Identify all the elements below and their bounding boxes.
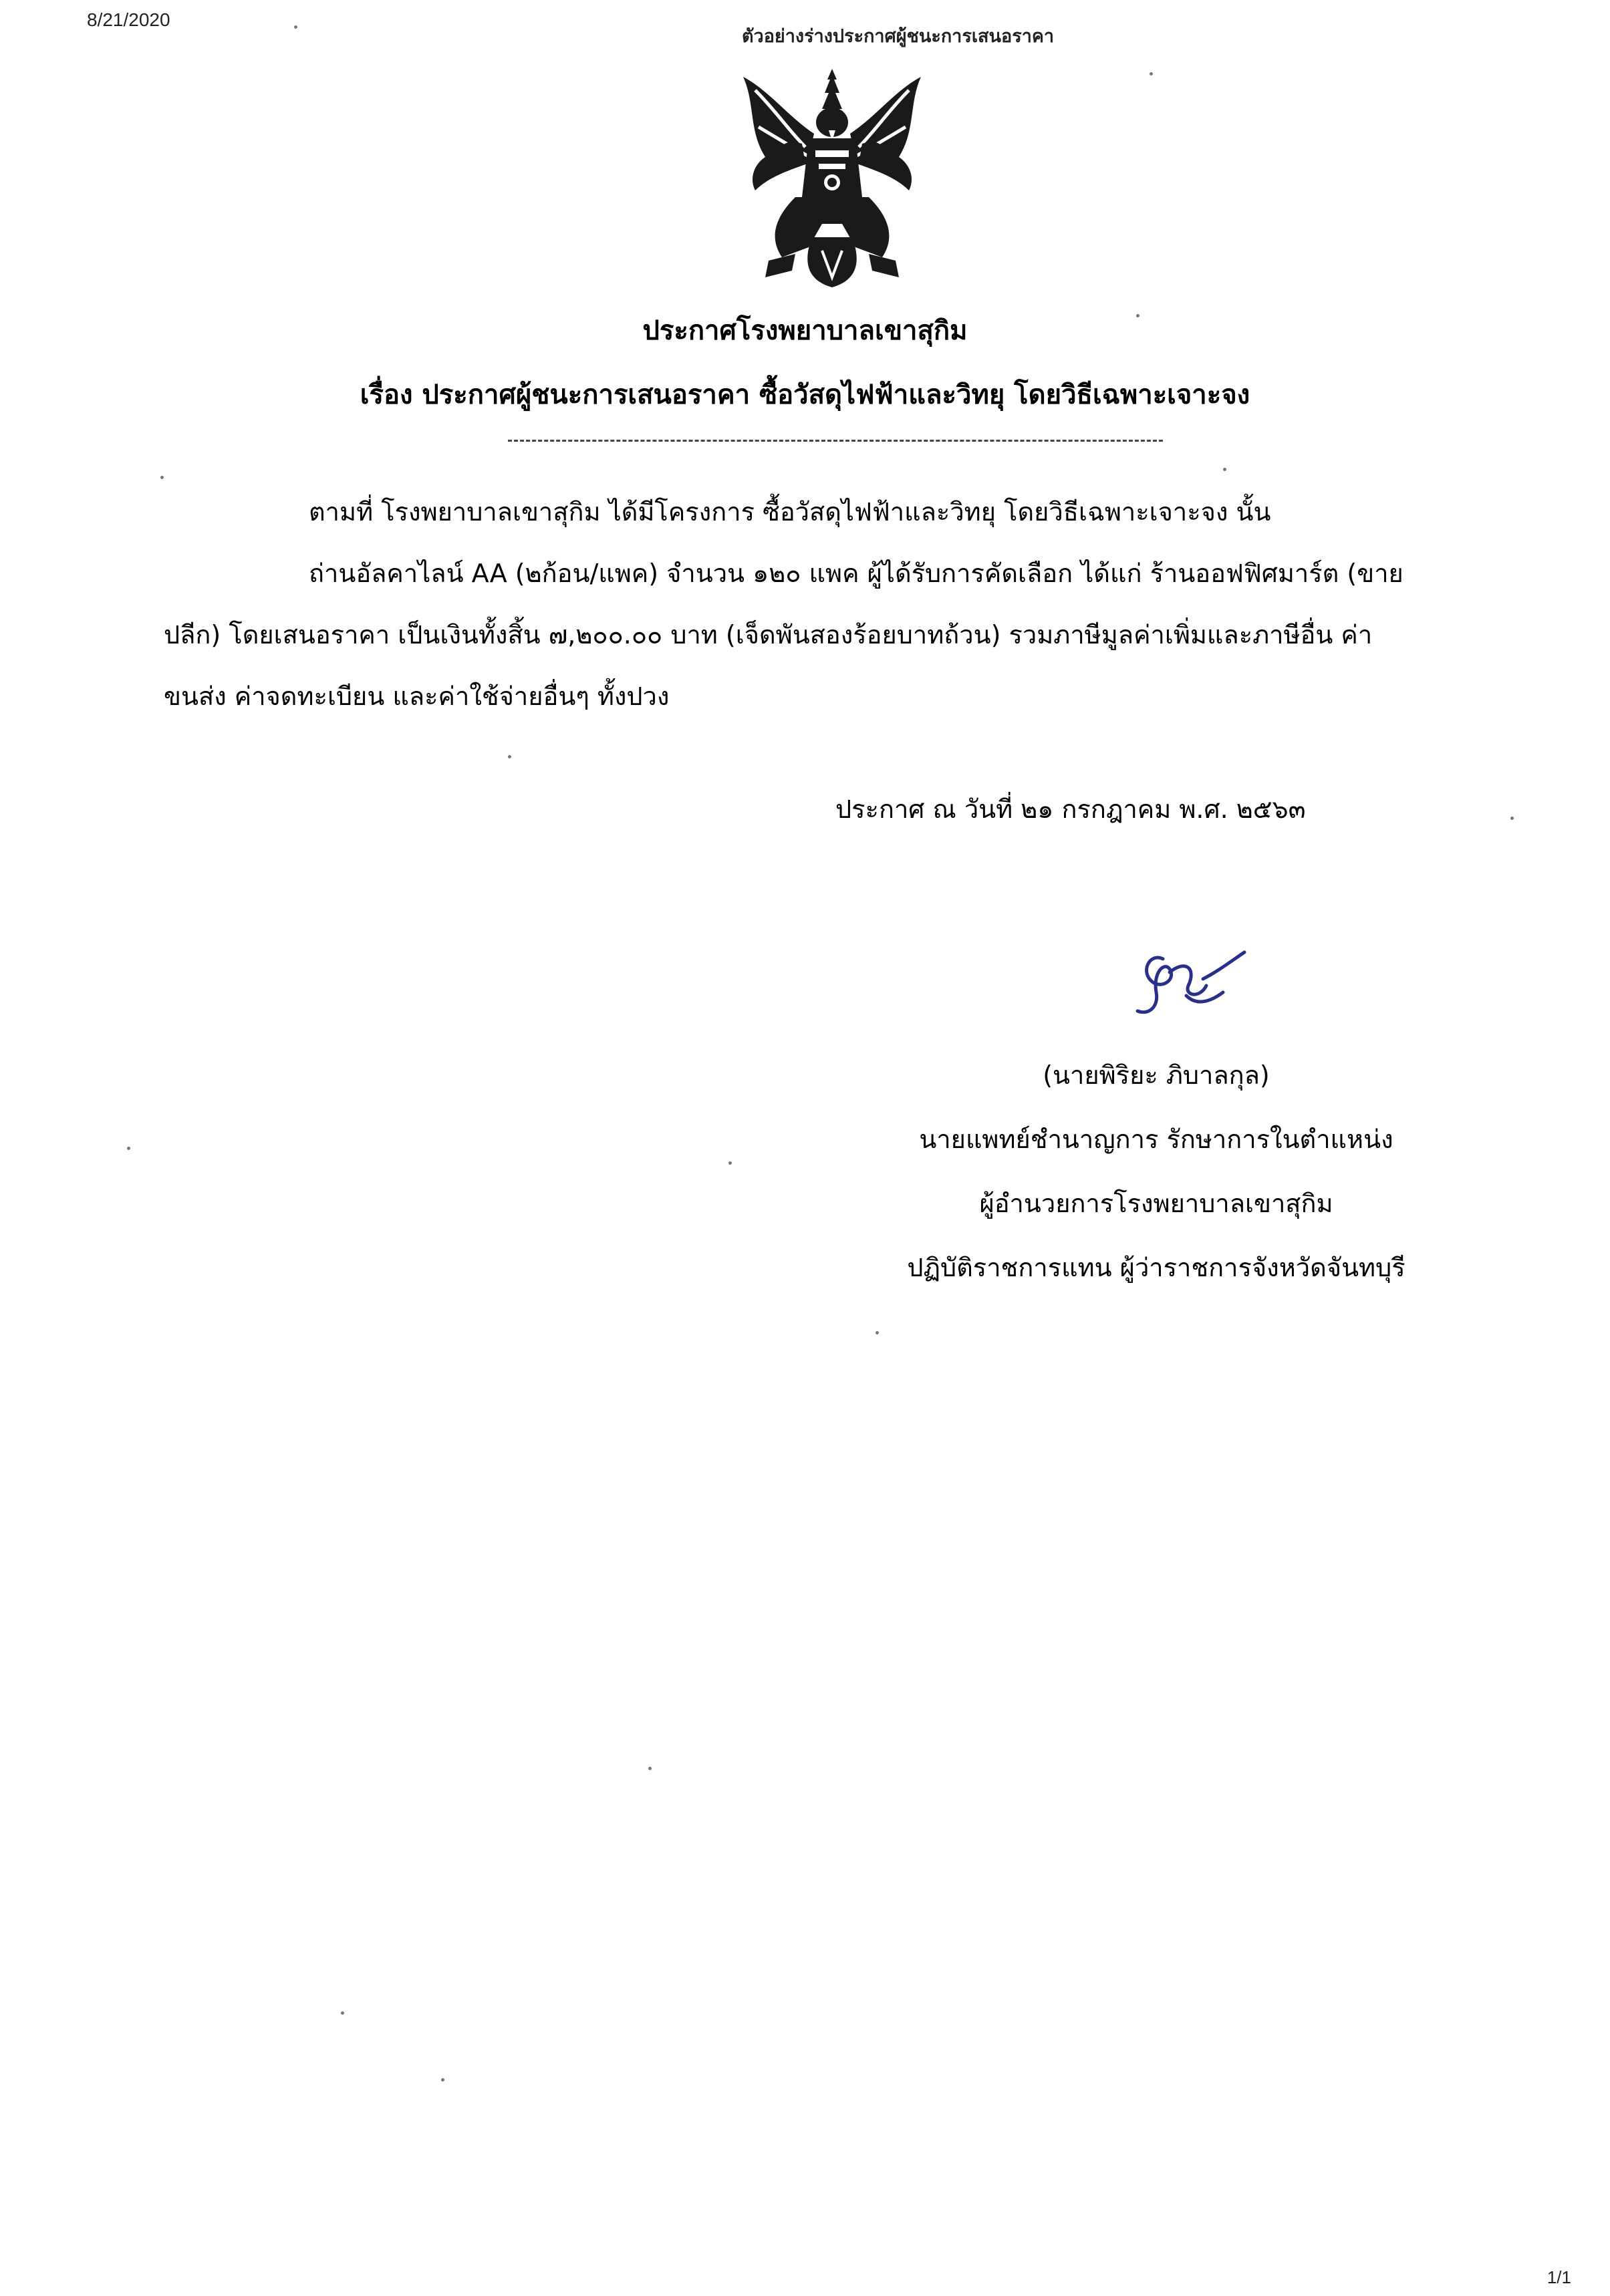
document-subject: เรื่อง ประกาศผู้ชนะการเสนอราคา ซื้อวัสดุไฟฟ้าและวิทยุ โดยวิธีเฉพาะเจาะจง [360, 380, 1250, 410]
title-separator [508, 440, 1163, 442]
signer-position-3: ปฏิบัติราชการแทน ผู้ว่าราชการจังหวัดจันทบุรี [907, 1253, 1405, 1282]
scan-speck [648, 1767, 652, 1770]
signer-position-2: ผู้อำนวยการโรงพยาบาลเขาสุกิม [979, 1189, 1333, 1218]
scan-speck [876, 1331, 879, 1334]
body-line-2: ถ่านอัลคาไลน์ AA (๒ก้อน/แพค) จำนวน ๑๒๐ แพค ผู้ได้รับการคัดเลือก ได้แก่ ร้านออฟฟิศมาร์ต (ขาย [309, 559, 1403, 588]
page-count: 1/1 [1547, 2267, 1571, 2287]
body-line-3: ปลีก) โดยเสนอราคา เป็นเงินทั้งสิ้น ๗,๒๐๐.๐๐ บาท (เจ็ดพันสองร้อยบาทถ้วน) รวมภาษีมูลค่าเพิ่มและภาษีอื่น ค่า [164, 620, 1373, 650]
scan-speck [1223, 468, 1226, 471]
signer-position-1: นายแพทย์ชำนาญการ รักษาการในตำแหน่ง [919, 1125, 1393, 1154]
garuda-emblem-icon [728, 63, 936, 291]
scan-speck [508, 755, 511, 758]
scan-speck [160, 476, 164, 479]
signer-name: (นายพิริยะ ภิบาลกุล) [1043, 1060, 1270, 1090]
scan-speck [127, 1147, 130, 1150]
scan-speck [728, 1161, 732, 1165]
signature-icon [1123, 932, 1250, 1032]
scan-speck [1510, 817, 1514, 820]
announcement-date: ประกาศ ณ วันที่ ๒๑ กรกฎาคม พ.ศ. ๒๕๖๓ [835, 795, 1306, 824]
document-title: ประกาศโรงพยาบาลเขาสุกิม [642, 315, 968, 346]
scan-speck [1136, 314, 1139, 317]
scan-speck [341, 2011, 344, 2015]
print-header-title: ตัวอย่างร่างประกาศผู้ชนะการเสนอราคา [742, 26, 1055, 47]
scan-speck [1150, 72, 1153, 76]
scan-speck [294, 25, 297, 29]
print-date: 8/21/2020 [87, 9, 170, 30]
scan-speck [441, 2078, 444, 2082]
body-line-1: ตามที่ โรงพยาบาลเขาสุกิม ได้มีโครงการ ซื้อวัสดุไฟฟ้าและวิทยุ โดยวิธีเฉพาะเจาะจง นั้น [309, 497, 1271, 527]
body-line-4: ขนส่ง ค่าจดทะเบียน และค่าใช้จ่ายอื่นๆ ทั้งปวง [164, 682, 670, 711]
